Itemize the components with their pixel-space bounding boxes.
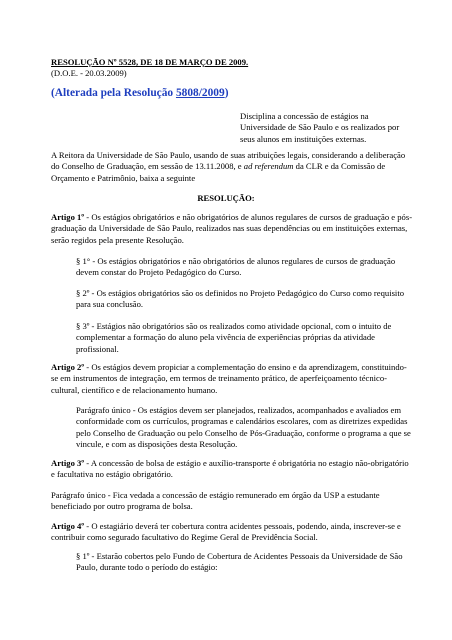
preamble-italic: ad referendum [243, 161, 294, 172]
article-2-paragraph-unico: Parágrafo único - Os estágios devem ser planejados, realizados, acompanhados e avaliados em conformidade com os currículos, programas e calendários escolares, com as diretrizes expedidas pelo Conselho de Graduação ou pelo Conselho de Pós-Graduação, conforme o programa a que se vincule, e com as disposições desta Resolução. [76, 405, 411, 450]
article-4-paragraph-1: § 1º - Estarão cobertos pelo Fundo de Cobertura de Acidentes Pessoais da Universidade de São Paulo, durante todo o período do estágio: [76, 551, 403, 573]
resolucao-heading: RESOLUÇÃO: [197, 193, 255, 203]
article-2-text: - Os estágios devem propiciar a complementação do ensino e da aprendizagem, constituindo-se em instrumentos de integração, em termos de treinamento prático, de aperfeiçoamento técnico-cultural, científico e de relacionamento humano. [51, 362, 407, 395]
article-2 [51, 362, 413, 396]
preamble [51, 150, 413, 184]
article-1-text: - Os estágios obrigatórios e não obrigatórios de alunos regulares de cursos de graduação e pós-graduação da Universidade de São Paulo, realizados nas suas dependências ou em instituições externas, serão regidos pela presente Resolução. [51, 212, 413, 245]
article-3-label: Artigo 3º [51, 458, 85, 468]
article-1 [51, 212, 413, 246]
article-2-label: Artigo 2º [51, 362, 85, 372]
amendment-note [51, 87, 229, 100]
article-4-label: Artigo 4º [51, 521, 85, 531]
preamble-part1: A Reitora da Universidade de São Paulo, usando de suas atribuições legais, considerando a deliberação do Conselho de Graduação, em sessão de 13.11.2008, e [51, 150, 406, 172]
amendment-suffix: ) [224, 87, 229, 99]
article-4 [51, 521, 413, 544]
article-4-text: - O estagiário deverá ter cobertura contra acidentes pessoais, podendo, ainda, inscrever-se e contribuir como segurado facultativo do Regime Geral de Previdência Social. [51, 521, 401, 543]
resolution-title: RESOLUÇÃO Nº 5528, DE 18 DE MARÇO DE 2009. [51, 57, 249, 67]
article-3 [51, 458, 413, 481]
amendment-link[interactable]: 5808/2009 [175, 87, 225, 99]
article-3-text: - A concessão de bolsa de estágio e auxílio-transporte é obrigatória no estagio não-obrigatório e facultativa no estágio obrigatório. [51, 458, 409, 480]
article-1-paragraph-3: § 3º - Estágios não obrigatórios são os realizados como atividade opcional, com o intuito de complementar a formação do aluno pela vivência de experiências próprias da atividade profissional. [76, 321, 392, 354]
amendment-prefix: (Alterada pela Resolução [51, 87, 176, 99]
ementa: Disciplina a concessão de estágios na Universidade de São Paulo e os realizados por seus alunos em instituições externas. [240, 111, 400, 144]
article-1-paragraph-2: § 2º - Os estágios obrigatórios são os definidos no Projeto Pedagógico do Curso como requisito para sua conclusão. [76, 288, 404, 310]
publication-date: (D.O.E. - 20.03.2009) [51, 68, 127, 78]
article-1-paragraph-1: § 1° - Os estágios obrigatórios e não obrigatórios de alunos regulares de cursos de graduação devem constar do Projeto Pedagógico do Curso. [76, 256, 396, 278]
article-1-label: Artigo 1º [51, 212, 85, 222]
article-3-paragraph-unico: Parágrafo único - Fica vedada a concessão de estágio remunerado em órgão da USP a estudante beneficiado por outro programa de bolsa. [51, 490, 380, 512]
preamble-part2: da CLR e da Comissão de Orçamento e Patrimônio, baixa a seguinte [51, 161, 386, 183]
